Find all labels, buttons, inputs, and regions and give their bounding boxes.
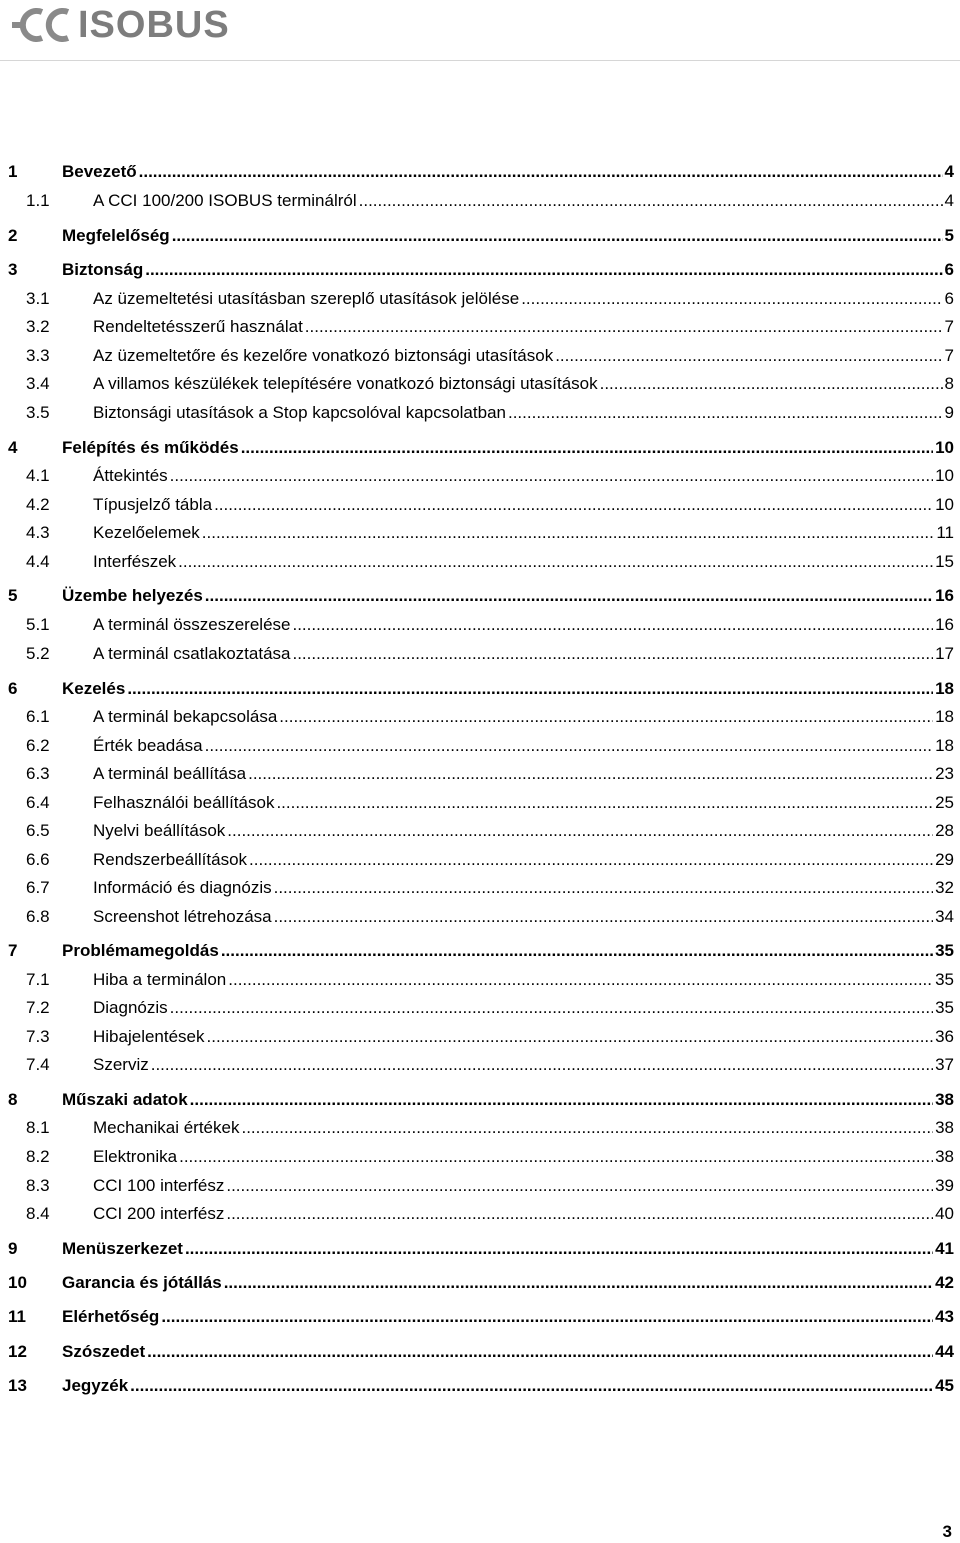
toc-entry-title: Elérhetőség [62,1307,160,1326]
toc-entry-number: 3.3 [26,346,50,365]
toc-entry-page: 37 [935,1055,954,1074]
toc-entry-page: 18 [935,736,954,755]
dot-leader [145,258,942,282]
dot-leader [147,1340,933,1364]
toc-entry-title: A terminál beállítása [93,764,247,783]
toc-entry-number: 12 [8,1342,27,1361]
toc-entry-title: Áttekintés [93,466,168,485]
toc-entry-number: 8 [8,1090,18,1109]
toc-entry[interactable] [0,315,960,339]
toc-entry-title: Megfelelőség [62,226,170,245]
toc-entry-number: 3.4 [26,374,50,393]
toc-entry-number: 7.3 [26,1027,50,1046]
toc-entry[interactable] [0,584,960,608]
toc-entry-title: Rendszerbeállítások [93,850,248,869]
toc-entry-title: Biztonság [62,260,144,279]
toc-entry-title: Kezelés [62,679,126,698]
toc-entry[interactable] [0,968,960,992]
toc-entry-number: 3 [8,260,18,279]
toc-entry-page: 43 [935,1307,954,1326]
toc-entry-page: 35 [935,970,954,989]
toc-entry[interactable] [0,287,960,311]
toc-entry-page: 41 [935,1239,954,1258]
toc-entry[interactable] [0,1174,960,1198]
toc-entry-title: Elektronika [93,1147,178,1166]
toc-entry-page: 23 [935,764,954,783]
toc-entry-page: 6 [944,289,954,308]
dot-leader [207,1025,934,1049]
toc-entry-number: 7.4 [26,1055,50,1074]
toc-entry-number: 6.2 [26,736,50,755]
dot-leader [228,968,933,992]
dot-leader [279,705,933,729]
dot-leader [226,1174,933,1198]
toc-entry[interactable] [0,1271,960,1295]
toc-entry-number: 7.2 [26,998,50,1017]
toc-entry-number: 5 [8,586,18,605]
toc-entry[interactable] [0,550,960,574]
toc-entry-title: Szószedet [62,1342,146,1361]
toc-entry[interactable] [0,642,960,666]
ccisobus-logo [12,4,230,46]
toc-entry[interactable] [0,372,960,396]
toc-entry-number: 8.3 [26,1176,50,1195]
toc-entry-title: A terminál csatlakoztatása [93,644,291,663]
dot-leader [226,1202,933,1226]
toc-entry-number: 6.3 [26,764,50,783]
toc-entry-page: 28 [935,821,954,840]
toc-entry-number: 8.2 [26,1147,50,1166]
toc-entry[interactable] [0,493,960,517]
toc-entry-page: 16 [935,586,954,605]
toc-entry[interactable] [0,436,960,460]
toc-entry[interactable] [0,819,960,843]
toc-entry-page: 35 [935,941,954,960]
toc-entry[interactable] [0,876,960,900]
toc-entry-number: 7.1 [26,970,50,989]
toc-entry-title: Az üzemeltetési utasításban szereplő utasítások jelölése [93,289,520,308]
dot-leader [127,677,933,701]
toc-entry-number: 8.4 [26,1204,50,1223]
toc-entry-number: 5.2 [26,644,50,663]
dot-leader [305,315,943,339]
toc-entry[interactable] [0,1025,960,1049]
toc-entry-page: 34 [935,907,954,926]
dot-leader [179,1145,933,1169]
toc-entry-page: 5 [944,226,954,245]
dot-leader [274,876,933,900]
dot-leader [521,287,942,311]
dot-leader [274,905,933,929]
toc-entry-page: 42 [935,1273,954,1292]
dot-leader [170,996,933,1020]
dot-leader [508,401,943,425]
toc-entry-title: Garancia és jótállás [62,1273,222,1292]
toc-entry[interactable] [0,1145,960,1169]
toc-entry-title: Kezelőelemek [93,523,200,542]
dot-leader [555,344,942,368]
toc-entry-number: 1 [8,162,18,181]
dot-leader [241,1116,933,1140]
dot-leader [227,819,933,843]
toc-entry-page: 38 [935,1147,954,1166]
toc-entry-title: Műszaki adatok [62,1090,188,1109]
toc-entry-page: 18 [935,707,954,726]
toc-entry-title: Üzembe helyezés [62,586,203,605]
dot-leader [130,1374,933,1398]
dot-leader [249,848,933,872]
toc-entry-number: 4.1 [26,466,50,485]
toc-entry-page: 36 [935,1027,954,1046]
toc-entry-page: 7 [944,346,954,365]
toc-entry-page: 40 [935,1204,954,1223]
toc-entry[interactable] [0,1374,960,1398]
toc-entry[interactable] [0,401,960,425]
toc-entry-page: 9 [944,403,954,422]
toc-entry-page: 10 [935,438,954,457]
toc-entry-title: A CCI 100/200 ISOBUS terminálról [93,191,357,210]
toc-entry[interactable] [0,521,960,545]
toc-entry-title: Rendeltetésszerű használat [93,317,303,336]
dot-leader [248,762,933,786]
toc-entry[interactable] [0,224,960,248]
toc-entry-number: 2 [8,226,18,245]
toc-entry-title: Szerviz [93,1055,149,1074]
dot-leader [190,1088,933,1112]
toc-entry-page: 4 [944,191,954,210]
dot-leader [600,372,943,396]
dot-leader [205,734,933,758]
toc-entry-page: 29 [935,850,954,869]
toc-entry-number: 3.2 [26,317,50,336]
toc-entry-title: Jegyzék [62,1376,129,1395]
toc-entry-title: Menüszerkezet [62,1239,183,1258]
toc-entry-number: 7 [8,941,18,960]
toc-entry-title: Biztonsági utasítások a Stop kapcsolóval kapcsolatban [93,403,506,422]
toc-entry[interactable] [0,762,960,786]
toc-entry-page: 16 [935,615,954,634]
toc-entry[interactable] [0,939,960,963]
toc-entry-number: 10 [8,1273,27,1292]
toc-entry-number: 6.7 [26,878,50,897]
toc-entry-page: 4 [944,162,954,181]
toc-entry[interactable] [0,1202,960,1226]
toc-entry[interactable] [0,1088,960,1112]
toc-entry-number: 6.6 [26,850,50,869]
dot-leader [224,1271,933,1295]
toc-entry[interactable] [0,734,960,758]
toc-entry-page: 32 [935,878,954,897]
toc-entry[interactable] [0,1237,960,1261]
toc-entry[interactable] [0,791,960,815]
toc-entry-page: 6 [944,260,954,279]
toc-entry-page: 35 [935,998,954,1017]
toc-entry-page: 11 [936,523,954,542]
toc-entry-number: 4.3 [26,523,50,542]
dot-leader [214,493,933,517]
toc-entry-number: 4.4 [26,552,50,571]
toc-entry-number: 4.2 [26,495,50,514]
toc-entry-number: 4 [8,438,18,457]
toc-entry-title: Diagnózis [93,998,168,1017]
toc-entry[interactable] [0,1116,960,1140]
dot-leader [161,1305,933,1329]
dot-leader [185,1237,933,1261]
toc-entry-title: CCI 200 interfész [93,1204,225,1223]
toc-entry-page: 7 [944,317,954,336]
toc-entry[interactable] [0,1053,960,1077]
cc-logo-mark-icon [12,4,82,46]
toc-entry-number: 13 [8,1376,27,1395]
toc-entry-page: 44 [935,1342,954,1361]
toc-entry[interactable] [0,613,960,637]
toc-entry-page: 10 [935,466,954,485]
toc-entry-title: A terminál összeszerelése [93,615,291,634]
logo-wordmark: ISOBUS [78,4,230,46]
toc-entry-title: Felhasználói beállítások [93,793,275,812]
toc-entry-title: Mechanikai értékek [93,1118,240,1137]
page-number: 3 [942,1522,952,1541]
toc-entry-number: 11 [8,1307,26,1326]
toc-entry[interactable] [0,1340,960,1364]
toc-entry-number: 1.1 [26,191,50,210]
dot-leader [139,160,943,184]
toc-entry-page: 10 [935,495,954,514]
toc-entry[interactable] [0,344,960,368]
toc-entry-number: 9 [8,1239,18,1258]
toc-entry-title: A villamos készülékek telepítésére vonatkozó biztonsági utasítások [93,374,598,393]
toc-entry-page: 15 [935,552,954,571]
toc-entry[interactable] [0,160,960,184]
toc-entry[interactable] [0,996,960,1020]
toc-entry-number: 6.1 [26,707,50,726]
toc-entry[interactable] [0,189,960,213]
toc-entry[interactable] [0,705,960,729]
toc-entry-title: Interfészek [93,552,177,571]
toc-entry-page: 17 [935,644,954,663]
toc-entry-title: Problémamegoldás [62,941,219,960]
toc-entry-number: 5.1 [26,615,50,634]
toc-entry-number: 6.5 [26,821,50,840]
toc-entry-title: Bevezető [62,162,137,181]
toc-entry-page: 25 [935,793,954,812]
toc-entry-page: 18 [935,679,954,698]
toc-entry-number: 6 [8,679,18,698]
toc-entry-page: 38 [935,1090,954,1109]
toc-entry-title: A terminál bekapcsolása [93,707,278,726]
header-divider [0,60,960,61]
toc-entry-title: Típusjelző tábla [93,495,213,514]
dot-leader [151,1053,933,1077]
toc-entry-title: Információ és diagnózis [93,878,272,897]
dot-leader [178,550,933,574]
dot-leader [170,464,933,488]
toc-entry-page: 39 [935,1176,954,1195]
toc-entry-title: Screenshot létrehozása [93,907,272,926]
toc-entry-page: 8 [944,374,954,393]
toc-entry-number: 6.8 [26,907,50,926]
dot-leader [276,791,933,815]
toc-entry-page: 38 [935,1118,954,1137]
toc-entry-number: 3.5 [26,403,50,422]
dot-leader [241,436,933,460]
toc-entry[interactable] [0,1305,960,1329]
toc-entry-title: Hibajelentések [93,1027,205,1046]
toc-entry[interactable] [0,905,960,929]
dot-leader [202,521,935,545]
toc-entry[interactable] [0,677,960,701]
toc-entry-number: 6.4 [26,793,50,812]
dot-leader [205,584,933,608]
toc-entry-title: CCI 100 interfész [93,1176,225,1195]
dot-leader [292,642,933,666]
toc-entry-title: Érték beadása [93,736,203,755]
toc-entry-number: 8.1 [26,1118,50,1137]
toc-entry[interactable] [0,848,960,872]
dot-leader [221,939,933,963]
dot-leader [359,189,943,213]
dot-leader [172,224,943,248]
toc-entry-title: Hiba a terminálon [93,970,227,989]
toc-entry-title: Az üzemeltetőre és kezelőre vonatkozó biztonsági utasítások [93,346,554,365]
toc-entry-number: 3.1 [26,289,50,308]
toc-entry-title: Felépítés és működés [62,438,239,457]
dot-leader [292,613,933,637]
toc-entry-title: Nyelvi beállítások [93,821,226,840]
toc-entry[interactable] [0,464,960,488]
toc-entry[interactable] [0,258,960,282]
toc-entry-page: 45 [935,1376,954,1395]
